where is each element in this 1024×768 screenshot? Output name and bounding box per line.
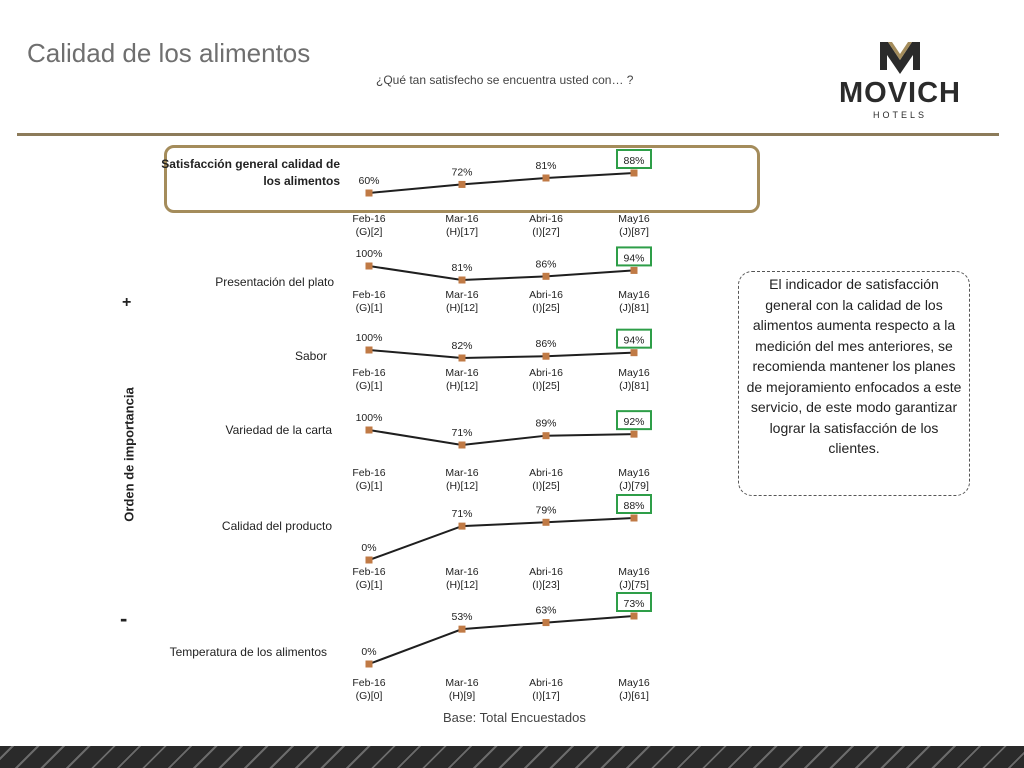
tick-base-5-2: (I)[17] xyxy=(532,690,560,702)
tick-label-2-3: May16 xyxy=(618,367,650,379)
tick-base-3-3: (J)[79] xyxy=(619,480,649,492)
data-label-4-3: 88% xyxy=(623,500,645,512)
metric-label-temperatura: Temperatura de los alimentos xyxy=(169,645,327,659)
data-label-3-0: 100% xyxy=(355,412,383,424)
data-label-0-3: 88% xyxy=(623,155,645,167)
tick-label-0-0: Feb-16 xyxy=(352,213,386,225)
data-label-3-1: 71% xyxy=(451,427,473,439)
data-point-0-2 xyxy=(543,175,550,182)
tick-label-5-2: Abri-16 xyxy=(529,677,563,689)
tick-base-3-1: (H)[12] xyxy=(445,480,479,492)
tick-label-4-1: Mar-16 xyxy=(445,566,479,578)
tick-base-4-2: (I)[23] xyxy=(532,579,560,591)
data-point-0-1 xyxy=(459,181,466,188)
tick-label-1-3: May16 xyxy=(618,289,650,301)
metric-label-sabor: Sabor xyxy=(294,349,327,363)
tick-base-4-3: (J)[75] xyxy=(619,579,649,591)
logo-subtext: HOTELS xyxy=(872,110,928,120)
data-point-3-0 xyxy=(366,427,373,434)
data-point-1-2 xyxy=(543,273,550,280)
data-label-5-3: 73% xyxy=(623,598,645,610)
tick-label-0-2: Abri-16 xyxy=(529,213,563,225)
metric-label-calidad-producto: Calidad del producto xyxy=(221,519,332,533)
data-point-4-2 xyxy=(543,519,550,526)
tick-base-1-3: (J)[81] xyxy=(619,302,649,314)
data-label-5-1: 53% xyxy=(451,611,473,624)
data-point-5-1 xyxy=(459,626,466,633)
tick-base-2-0: (G)[1] xyxy=(355,380,383,392)
base-note: Base: Total Encuestados xyxy=(443,710,586,725)
data-point-4-0 xyxy=(366,557,373,564)
tick-label-3-2: Abri-16 xyxy=(529,467,563,479)
data-label-0-1: 72% xyxy=(451,166,473,179)
data-label-4-1: 71% xyxy=(451,508,473,521)
tick-base-4-1: (H)[12] xyxy=(445,579,479,591)
tick-base-3-0: (G)[1] xyxy=(355,480,383,492)
data-point-2-0 xyxy=(366,347,373,354)
tick-base-0-1: (H)[17] xyxy=(445,226,479,238)
series-line-5 xyxy=(369,616,634,664)
data-point-1-0 xyxy=(366,263,373,270)
data-point-5-0 xyxy=(366,661,373,668)
data-label-5-2: 63% xyxy=(535,604,557,617)
tick-base-2-2: (I)[25] xyxy=(532,380,560,392)
data-label-2-1: 82% xyxy=(451,340,473,352)
tick-base-0-2: (I)[27] xyxy=(532,226,560,238)
data-label-0-2: 81% xyxy=(535,160,557,172)
metric-label-variedad: Variedad de la carta xyxy=(225,423,332,437)
data-label-2-3: 94% xyxy=(623,334,645,347)
importance-plus: + xyxy=(122,294,132,311)
data-label-3-2: 89% xyxy=(535,417,557,430)
tick-base-2-3: (J)[81] xyxy=(619,380,649,392)
data-label-0-0: 60% xyxy=(358,175,380,187)
importance-minus: - xyxy=(120,606,128,631)
tick-label-3-0: Feb-16 xyxy=(352,467,386,479)
data-point-5-2 xyxy=(543,619,550,626)
tick-label-1-2: Abri-16 xyxy=(529,289,563,301)
insight-note: El indicador de satisfacción general con la calidad de los alimentos aumenta respecto a la medición del mes anteriores, se recomienda mantener los planes de mejoramiento enfocados a este servicio, de este modo garantizar lograr la satisfacción de los clientes. xyxy=(738,271,970,496)
data-point-5-3 xyxy=(631,613,638,620)
tick-label-3-1: Mar-16 xyxy=(445,467,479,479)
data-label-1-0: 100% xyxy=(355,248,383,260)
page-title: Calidad de los alimentos xyxy=(27,38,311,68)
tick-label-2-2: Abri-16 xyxy=(529,367,563,379)
tick-label-0-3: May16 xyxy=(618,213,650,225)
data-point-4-1 xyxy=(459,523,466,530)
series-line-2 xyxy=(369,350,634,358)
tick-label-4-2: Abri-16 xyxy=(529,566,563,578)
tick-label-0-1: Mar-16 xyxy=(445,213,479,225)
tick-label-5-0: Feb-16 xyxy=(352,677,386,689)
series-line-0 xyxy=(369,173,634,193)
tick-label-5-3: May16 xyxy=(618,677,650,689)
tick-label-1-0: Feb-16 xyxy=(352,289,386,301)
tick-base-1-2: (I)[25] xyxy=(532,302,560,314)
tick-label-2-1: Mar-16 xyxy=(445,367,479,379)
data-label-1-1: 81% xyxy=(451,262,473,274)
data-point-2-1 xyxy=(459,355,466,362)
data-label-4-2: 79% xyxy=(535,504,557,517)
tick-base-2-1: (H)[12] xyxy=(445,380,479,392)
tick-label-4-3: May16 xyxy=(618,566,650,578)
data-label-4-0: 0% xyxy=(361,542,377,554)
series-line-1 xyxy=(369,266,634,280)
data-point-0-0 xyxy=(366,190,373,197)
data-point-3-3 xyxy=(631,431,638,438)
data-label-5-0: 0% xyxy=(361,646,377,658)
data-label-2-2: 86% xyxy=(535,338,557,351)
tick-base-1-1: (H)[12] xyxy=(445,302,479,314)
data-label-3-3: 92% xyxy=(623,416,645,429)
tick-label-1-1: Mar-16 xyxy=(445,289,479,301)
question-subtitle: ¿Qué tan satisfecho se encuentra usted con… ? xyxy=(376,73,634,87)
metric-label-general: Satisfacción general calidad de los alimentos xyxy=(161,157,340,188)
tick-base-3-2: (I)[25] xyxy=(532,480,560,492)
data-point-2-3 xyxy=(631,349,638,356)
metric-label-presentacion: Presentación del plato xyxy=(215,275,334,289)
data-point-3-2 xyxy=(543,432,550,439)
tick-base-5-1: (H)[9] xyxy=(448,690,476,702)
data-point-0-3 xyxy=(631,170,638,177)
data-point-1-3 xyxy=(631,267,638,274)
data-label-2-0: 100% xyxy=(355,332,383,344)
tick-label-2-0: Feb-16 xyxy=(352,367,386,379)
data-point-3-1 xyxy=(459,442,466,449)
series-line-4 xyxy=(369,518,634,560)
tick-base-4-0: (G)[1] xyxy=(355,579,383,591)
data-point-2-2 xyxy=(543,353,550,360)
data-point-4-3 xyxy=(631,515,638,522)
data-label-1-3: 94% xyxy=(623,252,645,265)
importance-axis-label: Orden de importancia xyxy=(121,387,137,522)
tick-label-4-0: Feb-16 xyxy=(352,566,386,578)
tick-base-5-3: (J)[61] xyxy=(619,690,649,702)
decorative-footer-band xyxy=(0,746,1024,768)
data-point-1-1 xyxy=(459,277,466,284)
tick-base-0-3: (J)[87] xyxy=(619,226,649,238)
logo-wordmark: MOVICH xyxy=(839,77,961,109)
data-label-1-2: 86% xyxy=(535,258,557,271)
tick-base-5-0: (G)[0] xyxy=(355,690,383,702)
tick-label-3-3: May16 xyxy=(618,467,650,479)
series-line-3 xyxy=(369,430,634,445)
tick-base-1-0: (G)[1] xyxy=(355,302,383,314)
tick-label-5-1: Mar-16 xyxy=(445,677,479,689)
tick-base-0-0: (G)[2] xyxy=(355,226,383,238)
